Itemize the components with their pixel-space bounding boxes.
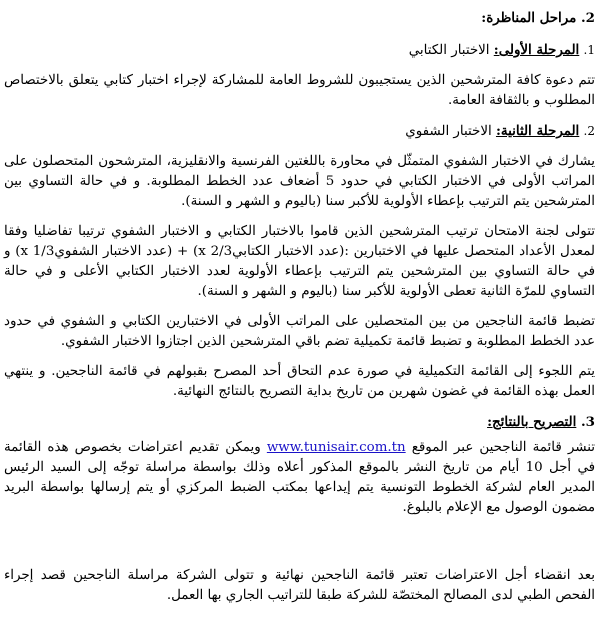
paragraph-spacer [4, 528, 595, 566]
stage-2-paragraph-success-list: تضبط قائمة الناجحين من بين المتحصلين على المراتب الأولى في الاختبارين الكتابي و الشفوي في حدود عدد الخطط المطلوبة و تضبط قائمة تكميلية تضم باقي المترشحين الذين اجتازوا الاختبار الشفوي. [4, 314, 595, 349]
section-3-number: 3. [581, 414, 595, 430]
section-3-paragraph [4, 438, 595, 518]
stage-1-paragraph: تتم دعوة كافة المترشحين الذين يستجيبون للشروط العامة للمشاركة لإجراء اختبار كتابي يتعلق بالاختصاص المطلوب و بالثقافة العامة. [4, 73, 595, 108]
final-paragraph: بعد انقضاء أجل الاعتراضات تعتبر قائمة الناجحين نهائية و تتولى الشركة مراسلة الناجحين قصد إجراء الفحص الطبي لدى المصالح المختصّة للشركة طبقا للتراتيب الجاري بها العمل. [4, 568, 595, 603]
section-2-number: 2. [581, 10, 595, 26]
stage-1-title: الاختبار الكتابي [408, 43, 490, 58]
stage-2-paragraph-ranking: تتولى لجنة الامتحان ترتيب المترشحين الذين قاموا بالاختبار الكتابي و الاختبار الشفوي ترتيبا تفاضليا وفقا لمعدل الأعداد المتحصل عليها في الاختبارين :(عدد الاختبار الكتابيx 2/3) + (عدد الاختبار الشفويx 1/3) و في حالة التساوي بين المترشحين يتم الترتيب بإعطاء الأولوية لعدد الاختبار الكتابي الأعلى و في حالة التساوي للمرّة الثانية تعطى الأولوية للأكبر سنا (باليوم و الشهر و السنة). [4, 224, 596, 299]
section-3-title: التصريح بالنتائج: [487, 414, 577, 430]
tunisair-website-link[interactable]: www.tunisair.com.tn [266, 440, 406, 455]
stage-2-number: 2. [583, 124, 595, 138]
section-3-heading [4, 412, 595, 432]
stage-1-heading [4, 40, 595, 61]
stage-2-label: المرحلة الثانية: [495, 123, 580, 139]
stage-1-label: المرحلة الأولى: [493, 42, 580, 58]
section-3-text-before-link: تنشر قائمة الناجحين عبر الموقع [405, 440, 595, 455]
stage-1-number: 1. [583, 43, 595, 57]
stage-2-paragraph-oral-test: يشارك في الاختبار الشفوي المتمثّل في محاورة باللغتين الفرنسية والانقليزية، المترشحون المتحصلون على المراتب الأولى في الاختبار الكتابي في حدود 5 أضعاف عدد الخطط المطلوبة. و في حالة التساوي بين المترشحين يتم الترتيب بإعطاء الأولوية للأكبر سنا (باليوم و الشهر و السنة). [4, 154, 596, 209]
stage-2-title: الاختبار الشفوي [405, 124, 492, 139]
stage-2-heading [4, 121, 595, 142]
stage-2-paragraph-supplementary-list: يتم اللجوء إلى القائمة التكميلية في صورة عدم التحاق أحد المصرح بقبولهم في قائمة الناجحين. و ينتهي العمل بهذه القائمة في غضون شهرين من تاريخ بداية التصريح بالنتائج النهائية. [4, 364, 595, 399]
section-3-text-after-link: ويمكن تقديم اعتراضات بخصوص هذه القائمة في أجل 10 أيام من تاريخ النشر بالموقع المذكور أعلاه وذلك بواسطة مراسلة توجّه إلى السيد الرئيس المدير العام لشركة الخطوط التونسية يتم إيداعها بمكتب الضبط المركزي أو يتم إرسالها بواسطة البريد مضمون الوصول مع الإعلام بالبلوغ. [4, 440, 596, 515]
section-2-title: مراحل المناظرة: [481, 10, 577, 26]
section-2-heading [4, 8, 595, 28]
